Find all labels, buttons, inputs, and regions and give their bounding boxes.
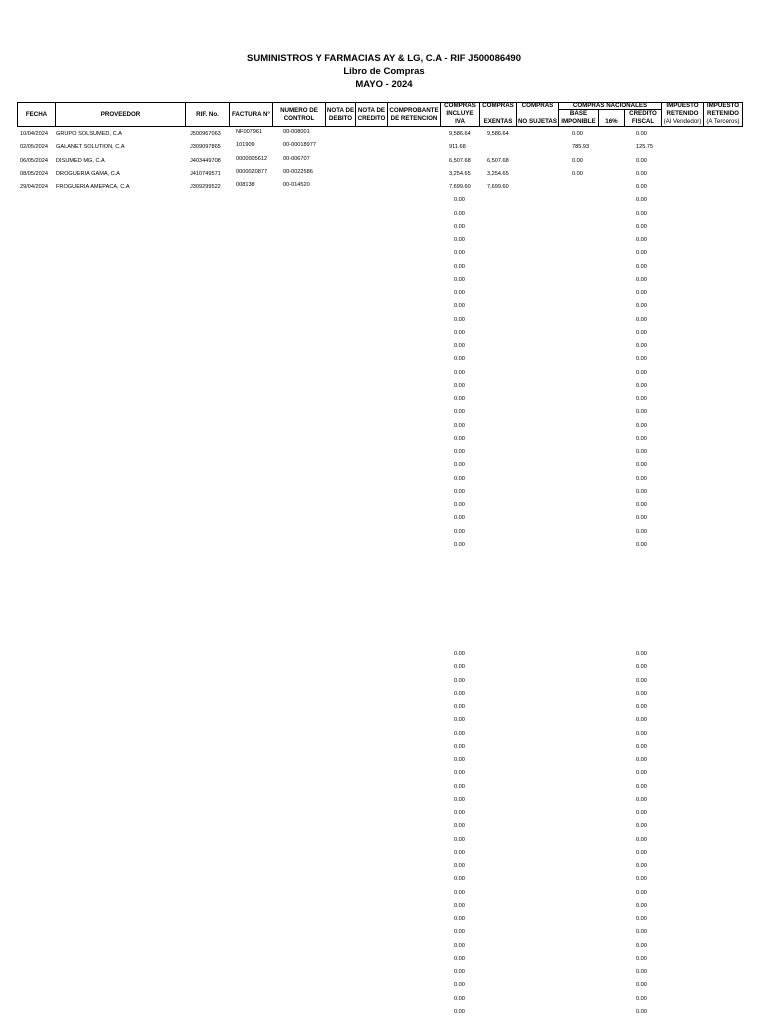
empty-credito: 0.00 — [636, 396, 647, 402]
row-fecha: 02/05/2024 — [20, 144, 48, 151]
empty-credito: 0.00 — [636, 796, 647, 803]
empty-credito: 0.00 — [636, 810, 647, 816]
col-credito-bottom: FISCAL — [631, 118, 655, 125]
row-proveedor: DROGUERIA GAMA, C.A — [56, 170, 121, 177]
col-numero-control: NUMERO DE CONTROL — [272, 102, 326, 127]
empty-total: 0.00 — [454, 356, 465, 363]
row-total: 9,586.64 — [449, 131, 471, 137]
empty-total: 0.00 — [454, 237, 465, 243]
empty-total: 0.00 — [454, 664, 465, 671]
row-credito: 0.00 — [636, 170, 647, 177]
empty-total: 0.00 — [454, 250, 465, 257]
empty-credito: 0.00 — [636, 223, 647, 230]
row-rif: J403449708 — [190, 157, 221, 164]
col-iva-label: IVA — [455, 118, 465, 125]
empty-total: 0.00 — [454, 849, 465, 856]
empty-credito: 0.00 — [636, 541, 647, 548]
empty-credito: 0.00 — [636, 422, 647, 429]
col-incluye-label: INCLUYE — [446, 110, 474, 117]
empty-total: 0.00 — [454, 969, 465, 975]
empty-credito: 0.00 — [636, 197, 647, 204]
row-proveedor: DISUMED MG, C.A — [56, 157, 105, 164]
empty-credito: 0.00 — [636, 435, 647, 442]
company-title: SUMINISTROS Y FARMACIAS AY & LG, C.A - RIF J500086490 — [247, 53, 521, 64]
empty-total: 0.00 — [454, 422, 465, 429]
row-base: 0.00 — [572, 157, 583, 164]
empty-credito: 0.00 — [636, 515, 647, 522]
row-base: 0.00 — [572, 131, 583, 137]
empty-credito: 0.00 — [636, 849, 647, 856]
empty-credito: 0.00 — [636, 343, 647, 349]
empty-total: 0.00 — [454, 955, 465, 962]
col-no-sujetas-bottom: NO SUJETAS — [517, 118, 558, 125]
empty-total: 0.00 — [454, 836, 465, 843]
row-total: 7,699.60 — [449, 184, 471, 190]
empty-total: 0.00 — [454, 982, 465, 989]
col-imp-vendedor-1: IMPUESTO — [666, 102, 699, 109]
empty-credito: 0.00 — [636, 382, 647, 389]
row-rif: J309299522 — [190, 184, 221, 190]
empty-total: 0.00 — [454, 488, 465, 495]
empty-credito: 0.00 — [636, 303, 647, 310]
empty-credito: 0.00 — [636, 409, 647, 416]
empty-total: 0.00 — [454, 677, 465, 684]
row-control: 00-014520 — [283, 182, 310, 188]
empty-total: 0.00 — [454, 730, 465, 737]
empty-credito: 0.00 — [636, 369, 647, 376]
empty-total: 0.00 — [454, 263, 465, 270]
empty-credito: 0.00 — [636, 528, 647, 535]
book-title: Libro de Compras — [343, 66, 425, 77]
col-imp-vendedor-3: (Al Vendedor) — [663, 118, 702, 125]
row-credito: 125.75 — [636, 144, 654, 151]
col-fecha: FECHA — [17, 102, 56, 127]
col-nota-debito: NOTA DE DEBITO — [325, 102, 356, 127]
empty-total: 0.00 — [454, 929, 465, 936]
empty-total: 0.00 — [454, 210, 465, 217]
empty-total: 0.00 — [454, 810, 465, 816]
period-title: MAYO - 2024 — [355, 79, 413, 90]
empty-total: 0.00 — [454, 435, 465, 442]
empty-total: 0.00 — [454, 863, 465, 869]
col-factura: FACTURA N° — [229, 102, 273, 127]
empty-total: 0.00 — [454, 303, 465, 310]
empty-total: 0.00 — [454, 197, 465, 204]
row-factura: NF007961 — [236, 129, 263, 135]
empty-total: 0.00 — [454, 316, 465, 323]
empty-credito: 0.00 — [636, 743, 647, 750]
col-credito-top: CREDITO — [629, 110, 657, 117]
empty-total: 0.00 — [454, 343, 465, 349]
col-base-top: BASE — [569, 110, 588, 117]
row-control: 00-00018977 — [283, 142, 316, 149]
empty-total: 0.00 — [454, 757, 465, 763]
row-credito: 0.00 — [636, 131, 647, 137]
empty-total: 0.00 — [454, 449, 465, 455]
empty-credito: 0.00 — [636, 356, 647, 363]
empty-credito: 0.00 — [636, 717, 647, 724]
empty-credito: 0.00 — [636, 929, 647, 936]
col-imp-terceros-3: (A Terceros) — [706, 118, 740, 125]
row-base: 0.00 — [572, 170, 583, 177]
empty-credito: 0.00 — [636, 690, 647, 697]
row-proveedor: GRUPO SOLSUMED, C.A — [56, 131, 122, 137]
empty-total: 0.00 — [454, 223, 465, 230]
empty-credito: 0.00 — [636, 329, 647, 336]
empty-total: 0.00 — [454, 717, 465, 724]
empty-credito: 0.00 — [636, 475, 647, 482]
row-rif: J309097865 — [190, 144, 221, 151]
col-compras-nacionales: COMPRAS NACIONALES — [572, 102, 648, 109]
empty-total: 0.00 — [454, 1008, 465, 1015]
row-proveedor: GALANET SOLUTION, C.A — [56, 144, 125, 151]
empty-credito: 0.00 — [636, 651, 647, 657]
empty-credito: 0.00 — [636, 316, 647, 323]
col-imp-terceros-1: IMPUESTO — [706, 102, 740, 109]
row-total: 911.68 — [449, 144, 466, 151]
col-comprobante: COMPROBANTE DE RETENCION — [387, 102, 441, 127]
empty-credito: 0.00 — [636, 704, 647, 710]
col-no-sujetas-top: COMPRAS — [521, 102, 554, 109]
empty-total: 0.00 — [454, 995, 465, 1002]
empty-credito: 0.00 — [636, 770, 647, 777]
empty-total: 0.00 — [454, 329, 465, 336]
empty-total: 0.00 — [454, 462, 465, 469]
empty-credito: 0.00 — [636, 823, 647, 830]
empty-credito: 0.00 — [636, 876, 647, 883]
col-exentas-bottom: EXENTAS — [483, 118, 513, 125]
empty-credito: 0.00 — [636, 502, 647, 508]
empty-total: 0.00 — [454, 502, 465, 508]
empty-total: 0.00 — [454, 290, 465, 296]
row-factura: 101909 — [236, 142, 255, 149]
col-proveedor: PROVEEDOR — [55, 102, 186, 127]
row-credito: 0.00 — [636, 157, 647, 164]
empty-credito: 0.00 — [636, 677, 647, 684]
col-imp-vendedor-2: RETENIDO — [666, 110, 699, 117]
empty-credito: 0.00 — [636, 889, 647, 896]
row-credito: 0.00 — [636, 184, 647, 190]
empty-credito: 0.00 — [636, 210, 647, 217]
empty-credito: 0.00 — [636, 449, 647, 455]
empty-credito: 0.00 — [636, 664, 647, 671]
row-rif: J410749571 — [190, 170, 221, 177]
row-factura: 008138 — [236, 182, 255, 188]
row-exentas: 9,586.64 — [487, 131, 509, 137]
empty-credito: 0.00 — [636, 942, 647, 949]
empty-credito: 0.00 — [636, 916, 647, 922]
empty-total: 0.00 — [454, 541, 465, 548]
col-exentas-top: COMPRAS — [482, 102, 514, 109]
empty-total: 0.00 — [454, 475, 465, 482]
empty-total: 0.00 — [454, 876, 465, 883]
col-nota-credito: NOTA DE CREDITO — [355, 102, 388, 127]
row-fecha: 06/05/2024 — [20, 157, 48, 164]
row-total: 3,254.65 — [449, 170, 471, 177]
empty-total: 0.00 — [454, 796, 465, 803]
row-fecha: 29/04/2024 — [20, 184, 48, 190]
col-rif: RIF. No. — [185, 102, 230, 127]
empty-total: 0.00 — [454, 382, 465, 389]
empty-credito: 0.00 — [636, 263, 647, 270]
col-alicuota: 16% — [605, 118, 618, 125]
empty-credito: 0.00 — [636, 982, 647, 989]
empty-total: 0.00 — [454, 770, 465, 777]
empty-credito: 0.00 — [636, 995, 647, 1002]
row-rif: J500967063 — [190, 131, 221, 137]
empty-credito: 0.00 — [636, 1008, 647, 1015]
row-exentas: 6,507.68 — [487, 157, 509, 164]
empty-credito: 0.00 — [636, 757, 647, 763]
row-factura: 0000005612 — [236, 155, 268, 162]
empty-credito: 0.00 — [636, 488, 647, 495]
empty-total: 0.00 — [454, 889, 465, 896]
empty-credito: 0.00 — [636, 276, 647, 283]
empty-total: 0.00 — [454, 528, 465, 535]
empty-total: 0.00 — [454, 369, 465, 376]
empty-total: 0.00 — [454, 783, 465, 790]
empty-credito: 0.00 — [636, 783, 647, 790]
empty-credito: 0.00 — [636, 237, 647, 243]
empty-total: 0.00 — [454, 823, 465, 830]
empty-total: 0.00 — [454, 409, 465, 416]
row-control: 00-006707 — [283, 155, 310, 162]
empty-credito: 0.00 — [636, 462, 647, 469]
empty-credito: 0.00 — [636, 863, 647, 869]
col-imp-terceros-2: RETENIDO — [707, 110, 739, 117]
empty-total: 0.00 — [454, 690, 465, 697]
empty-credito: 0.00 — [636, 902, 647, 909]
empty-total: 0.00 — [454, 704, 465, 710]
empty-credito: 0.00 — [636, 730, 647, 737]
col-base-bottom: IMPONIBLE — [561, 118, 596, 125]
row-exentas: 7,699.60 — [487, 184, 509, 190]
empty-credito: 0.00 — [636, 969, 647, 975]
col-compras-label: COMPRAS — [444, 102, 476, 109]
empty-total: 0.00 — [454, 902, 465, 909]
empty-credito: 0.00 — [636, 290, 647, 296]
row-fecha: 08/05/2024 — [20, 170, 48, 177]
row-proveedor: FROGUERIA AMEPACA, C.A — [56, 184, 130, 190]
empty-total: 0.00 — [454, 396, 465, 402]
empty-total: 0.00 — [454, 743, 465, 750]
row-total: 6,507.68 — [449, 157, 471, 164]
row-fecha: 10/04/2024 — [20, 131, 48, 137]
empty-total: 0.00 — [454, 515, 465, 522]
empty-credito: 0.00 — [636, 955, 647, 962]
empty-credito: 0.00 — [636, 836, 647, 843]
row-control: 00-008001 — [283, 129, 310, 135]
row-exentas: 3,254.65 — [487, 170, 509, 177]
empty-total: 0.00 — [454, 916, 465, 922]
empty-credito: 0.00 — [636, 250, 647, 257]
empty-total: 0.00 — [454, 276, 465, 283]
row-base: 785.93 — [572, 144, 590, 151]
empty-total: 0.00 — [454, 942, 465, 949]
row-factura: 0000020877 — [236, 168, 268, 175]
row-control: 00-0022586 — [283, 168, 313, 175]
empty-total: 0.00 — [454, 651, 465, 657]
